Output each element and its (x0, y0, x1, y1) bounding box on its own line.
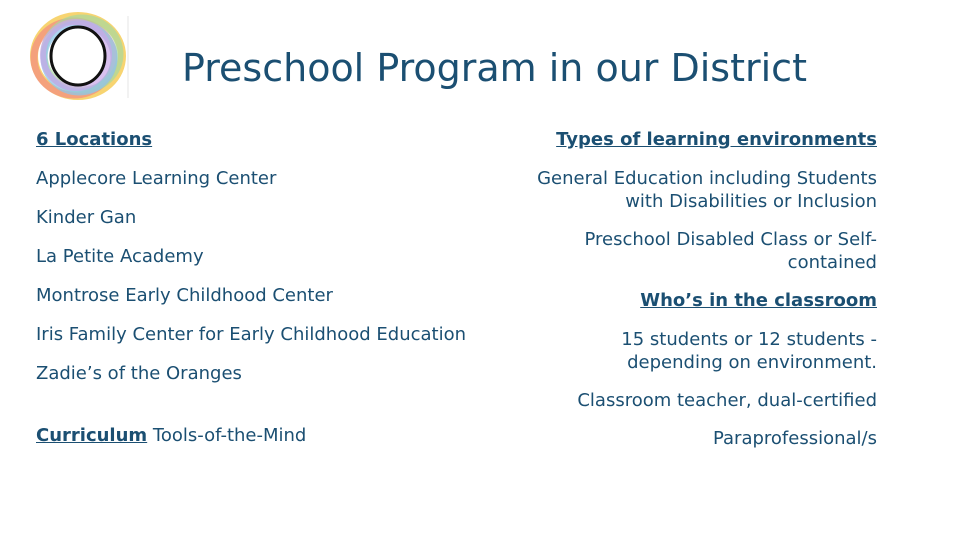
location-item: Montrose Early Childhood Center (36, 285, 333, 306)
location-item: Kinder Gan (36, 207, 137, 228)
curriculum-value: Tools-of-the-Mind (147, 425, 307, 446)
environments-heading: Types of learning environments (556, 129, 877, 150)
locations-column (36, 128, 526, 448)
classroom-item: 15 students or 12 students - depending on environment. (621, 329, 877, 373)
location-item: Iris Family Center for Early Childhood Education (36, 324, 467, 345)
location-item: La Petite Academy (36, 246, 204, 267)
classroom-item: Paraprofessional/s (712, 428, 877, 449)
classroom-heading: Who’s in the classroom (640, 290, 877, 311)
classroom-item: Classroom teacher, dual-certified (577, 390, 877, 411)
location-item: Zadie’s of the Oranges (36, 363, 242, 384)
environments-column (520, 128, 877, 450)
slide-title: Preschool Program in our District (182, 46, 807, 90)
location-item: Applecore Learning Center (36, 168, 277, 189)
locations-heading: 6 Locations (36, 129, 153, 150)
curriculum-heading: Curriculum (36, 425, 148, 446)
environment-item: General Education including Students with Disabilities or Inclusion (537, 168, 877, 212)
environment-item: Preschool Disabled Class or Self-contained (584, 229, 877, 273)
curriculum-line (36, 424, 526, 448)
rainbow-ring-logo-icon (24, 10, 132, 102)
